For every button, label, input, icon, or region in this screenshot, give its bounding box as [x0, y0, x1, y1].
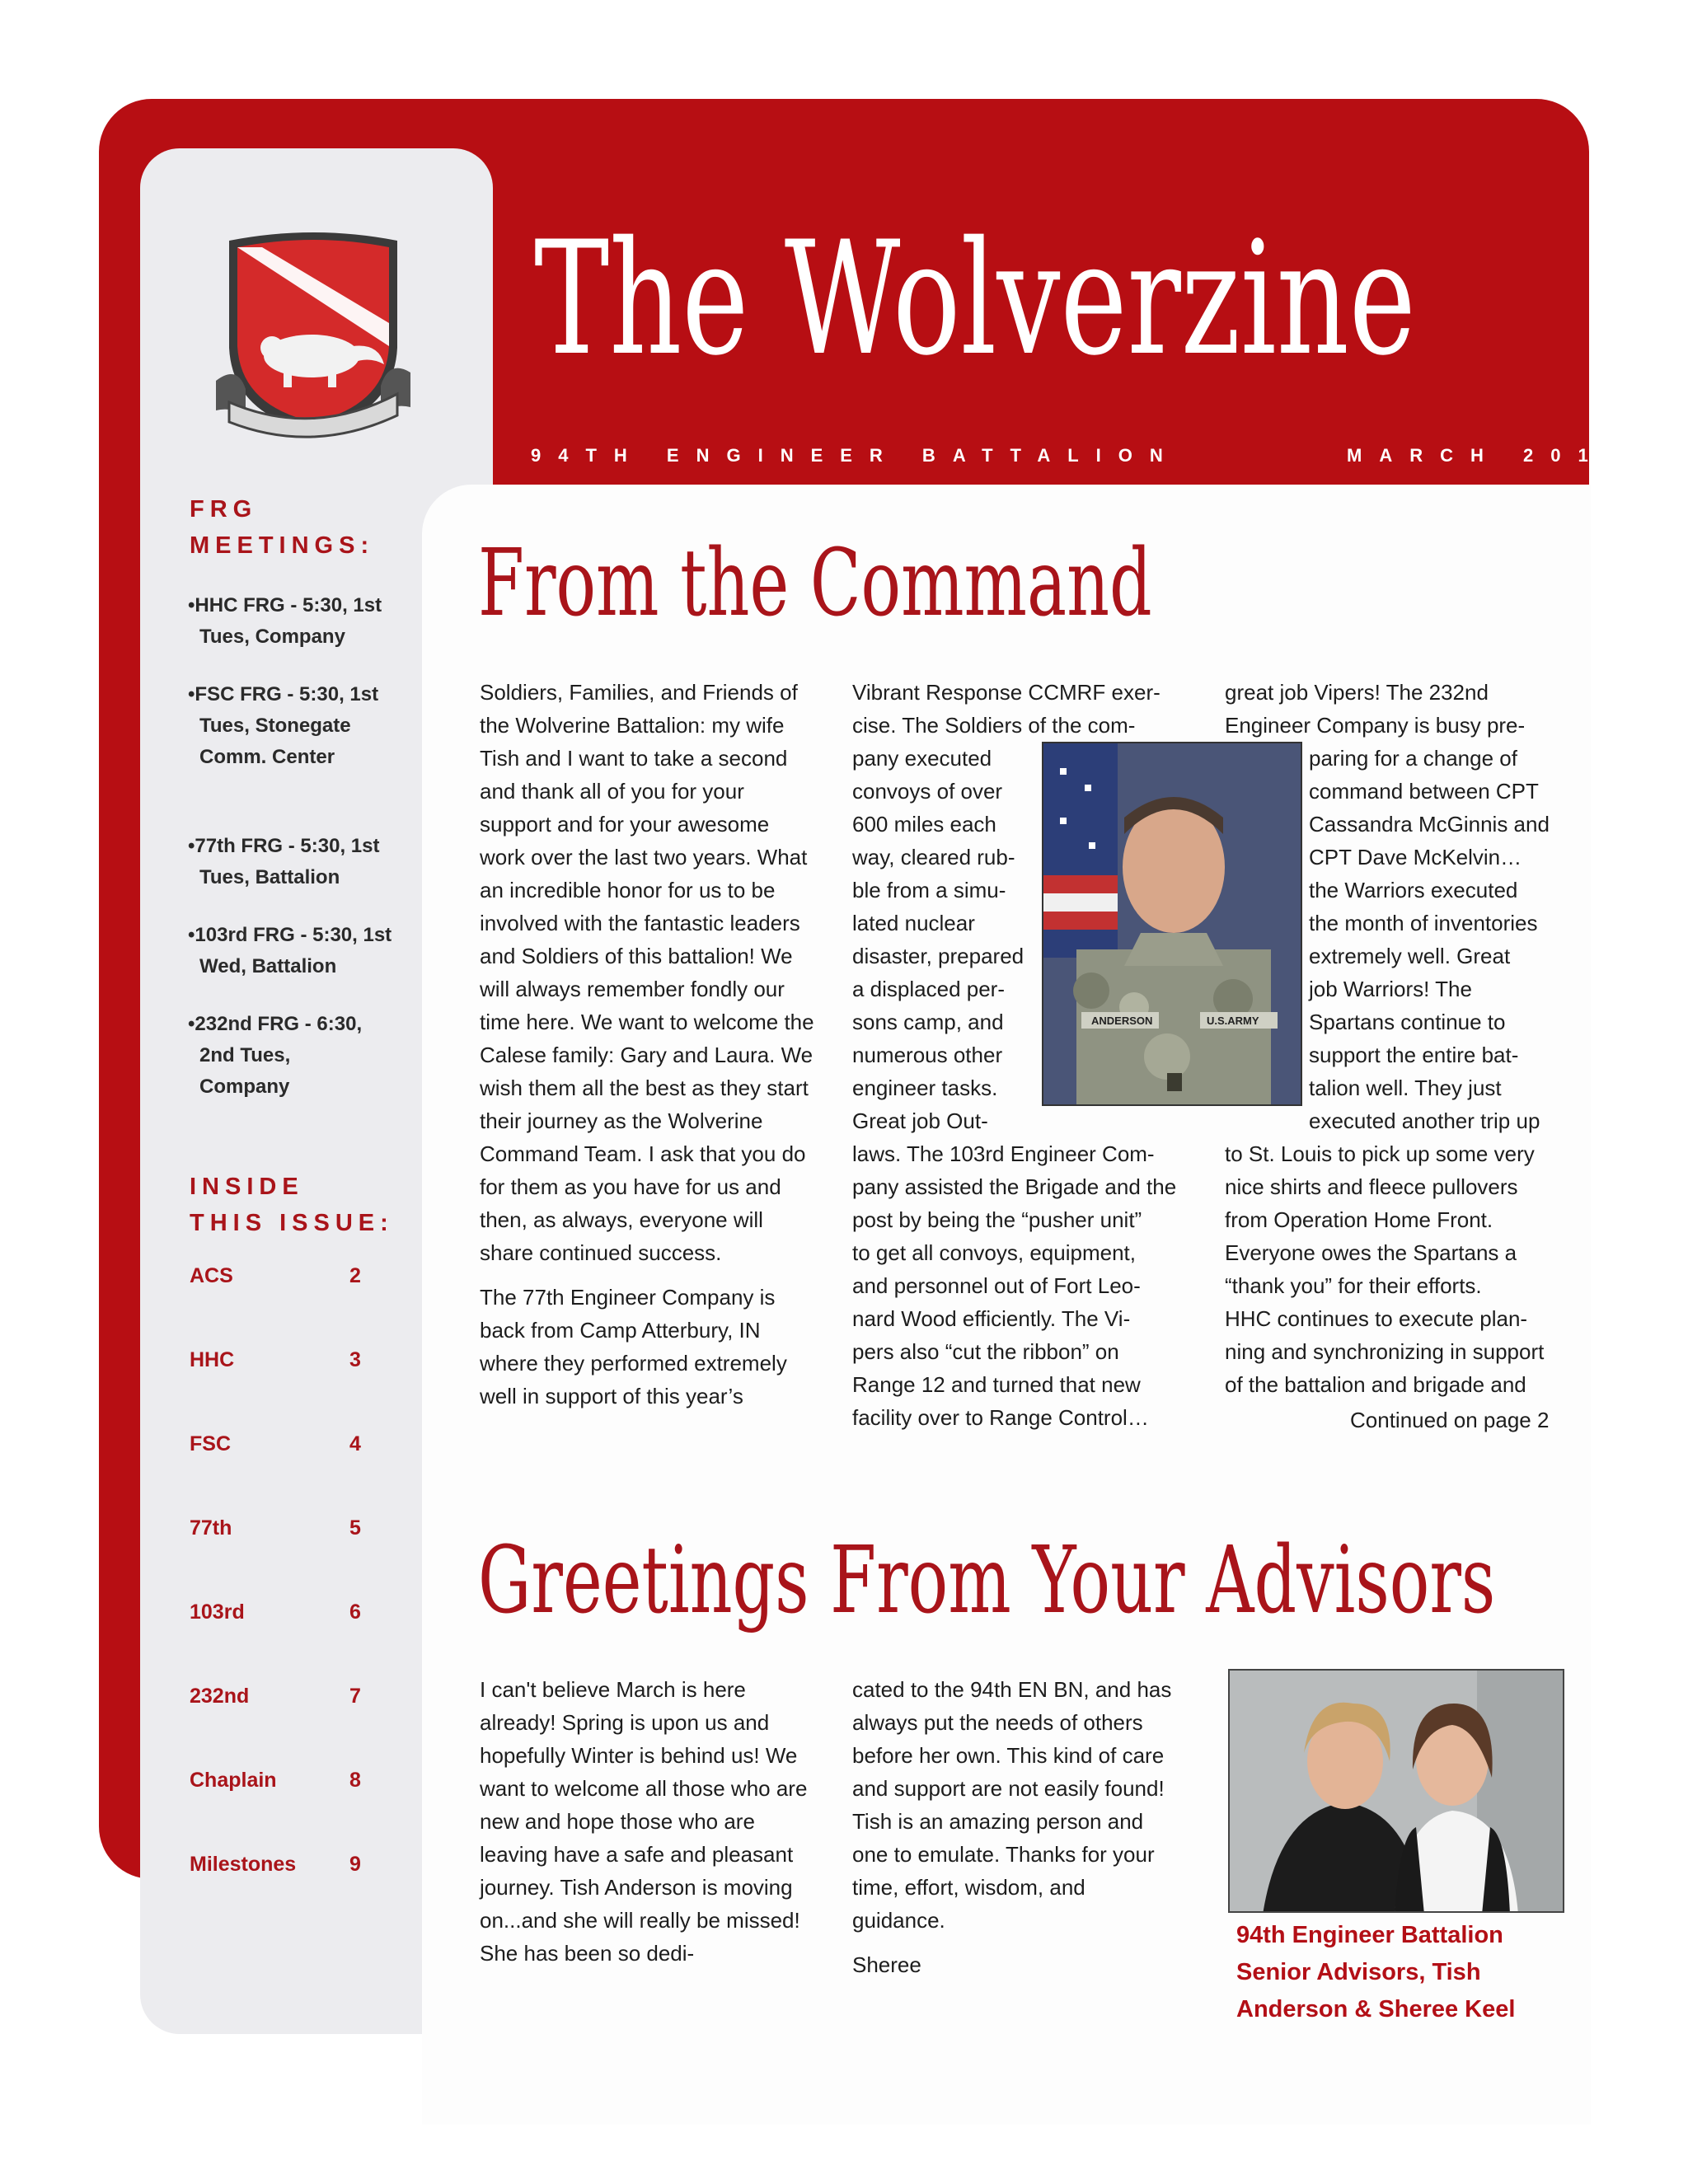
greetings-heading: Greetings From Your Advisors [478, 1527, 1496, 1634]
text-line: Everyone owes the Spartans a [1225, 1240, 1517, 1265]
toc-item-chaplain[interactable] [190, 1769, 371, 1798]
text-line: the month of inventories [1309, 911, 1538, 935]
frg-heading-line2: MEETINGS: [190, 532, 375, 559]
text-line: HHC continues to execute plan- [1225, 1306, 1528, 1331]
toc-item-103rd[interactable] [190, 1601, 371, 1630]
toc-heading-line2: THIS ISSUE: [190, 1210, 394, 1236]
toc-item-milestones[interactable] [190, 1853, 371, 1882]
text-line: laws. The 103rd Engineer Com- [852, 1141, 1155, 1166]
advisors-column-1 [480, 1673, 809, 1970]
command-column-1 [480, 676, 818, 1413]
toc-item-hhc[interactable] [190, 1348, 371, 1378]
meeting-item-hhc: •HHC FRG - 5:30, 1st Tues, Company [188, 594, 382, 648]
text-line: paring for a change of [1309, 746, 1517, 771]
text-line: ning and synchronizing in support [1225, 1339, 1545, 1364]
meeting-item-232nd: •232nd FRG - 6:30, 2nd Tues, Company [188, 1013, 363, 1098]
army-tape: U.S.ARMY [1207, 1015, 1259, 1027]
text-line: job Warriors! The [1309, 977, 1472, 1001]
newsletter-subtitle: 94TH ENGINEER BATTALION [531, 445, 1180, 466]
text-line: Range 12 and turned that new [852, 1372, 1141, 1397]
text-line: command between CPT [1309, 779, 1539, 804]
toc-page-number: 4 [349, 1432, 361, 1455]
text-line: support the entire bat- [1309, 1043, 1519, 1067]
text-line: talion well. They just [1309, 1076, 1502, 1100]
text-line: post by being the “pusher unit” [852, 1207, 1142, 1232]
toc-page-number: 7 [349, 1685, 361, 1708]
meeting-item-103rd: •103rd FRG - 5:30, 1st Wed, Battalion [188, 924, 392, 977]
text-line: numerous other [852, 1043, 1003, 1067]
text-line: CPT Dave McKelvin… [1309, 845, 1522, 869]
continued-on-page-2: Continued on page 2 [1350, 1408, 1550, 1432]
text-line: engineer tasks. [852, 1076, 998, 1100]
text-line: cise. The Soldiers of the com- [852, 713, 1136, 738]
text-line: pers also “cut the ribbon” on [852, 1339, 1119, 1364]
text-line: Vibrant Response CCMRF exer- [852, 680, 1160, 705]
toc-page-number: 6 [349, 1601, 361, 1624]
command-paragraph-2: The 77th Engineer Company is back from Camp Atterbury, IN where they performed extremely well in support of this year’s [480, 1285, 787, 1408]
meeting-item-77th: •77th FRG - 5:30, 1st Tues, Battalion [188, 835, 380, 888]
text-line: a displaced per- [852, 977, 1005, 1001]
toc-label: ACS [190, 1264, 233, 1287]
text-line: sons camp, and [852, 1010, 1004, 1034]
toc-label: Chaplain [190, 1769, 277, 1792]
text-line: nice shirts and fleece pullovers [1225, 1174, 1518, 1199]
flag-graphic [1043, 743, 1118, 958]
text-line: nard Wood efficiently. The Vi- [852, 1306, 1131, 1331]
advisors-column-2 [852, 1673, 1182, 1981]
toc-label: 232nd [190, 1685, 250, 1708]
text-line: from Operation Home Front. [1225, 1207, 1493, 1232]
text-line: great job Vipers! The 232nd [1225, 680, 1489, 705]
text-line: facility over to Range Control… [852, 1405, 1149, 1430]
text-line: of the battalion and brigade and [1225, 1372, 1526, 1397]
toc-heading-line1: INSIDE [190, 1174, 304, 1200]
commander-photo [1042, 742, 1302, 1106]
advisors-photo-caption: 94th Engineer Battalion Senior Advisors, Tish Anderson & Sheree Keel [1236, 1922, 1516, 2022]
frg-meetings-heading [190, 491, 374, 564]
battalion-crest-logo [213, 224, 414, 438]
from-the-command-heading: From the Command [478, 530, 1152, 637]
text-line: executed another trip up [1309, 1108, 1540, 1133]
advisors-paragraph-2: cated to the 94th EN BN, and has always put the needs of others before her own. This kind of care and support are not easily found! Tish is an amazing person and one to emulate. Thanks for your time, effort, wisdom, and guidance. [852, 1677, 1172, 1933]
newsletter-title: The Wolverzine [534, 208, 1416, 390]
text-line: Engineer Company is busy pre- [1225, 713, 1526, 738]
frg-heading-line1: FRG [190, 496, 258, 523]
name-tape: ANDERSON [1091, 1015, 1153, 1027]
text-line: convoys of over [852, 779, 1003, 804]
toc-page-number: 9 [349, 1853, 361, 1876]
toc-label: 103rd [190, 1601, 245, 1624]
toc-label: HHC [190, 1348, 235, 1371]
inside-this-issue-heading [190, 1169, 394, 1241]
text-line: lated nuclear [852, 911, 975, 935]
text-line: way, cleared rub- [852, 845, 1015, 869]
text-line: Great job Out- [852, 1108, 988, 1133]
text-line: Spartans continue to [1309, 1010, 1506, 1034]
meeting-item-fsc: •FSC FRG - 5:30, 1st Tues, Stonegate Comm. Center [188, 683, 379, 768]
advisors-photo [1228, 1669, 1564, 1913]
text-line: “thank you” for their efforts. [1225, 1273, 1482, 1298]
advisors-signature: Sheree [852, 1952, 921, 1977]
text-line: Cassandra McGinnis and [1309, 812, 1550, 837]
text-line: to get all convoys, equipment, [852, 1240, 1136, 1265]
text-line: disaster, prepared [852, 944, 1025, 968]
text-line: 600 miles each [852, 812, 996, 837]
text-line: the Warriors executed [1309, 878, 1518, 902]
command-paragraph-1: Soldiers, Families, and Friends of the Wolverine Battalion: my wife Tish and I want to take a second and thank all of you for your support and for your awesome work over the last two years. What an incredible honor for us to be involved with the fantastic leaders and Soldiers of this battalion! We will always remember fondly our time here. We want to welcome the Calese family: Gary and Laura. We wish them all the best as they start their journey as the Wolverine Command Team. I ask that you do for them as you have for us and then, as always, everyone will share continued success. [480, 680, 814, 1265]
toc-item-77th[interactable] [190, 1516, 371, 1546]
text-line: ble from a simu- [852, 878, 1006, 902]
text-line: pany executed [852, 746, 992, 771]
toc-item-232nd[interactable] [190, 1685, 371, 1714]
toc-page-number: 2 [349, 1264, 361, 1287]
toc-page-number: 8 [349, 1769, 361, 1792]
toc-page-number: 5 [349, 1516, 361, 1540]
text-line: and personnel out of Fort Leo- [852, 1273, 1141, 1298]
toc-item-fsc[interactable] [190, 1432, 371, 1462]
toc-label: FSC [190, 1432, 231, 1455]
issue-date: MARCH 2011 [1347, 445, 1632, 466]
toc-item-acs[interactable] [190, 1264, 371, 1294]
text-line: pany assisted the Brigade and the [852, 1174, 1177, 1199]
toc-page-number: 3 [349, 1348, 361, 1371]
toc-label: Milestones [190, 1853, 297, 1876]
text-line: to St. Louis to pick up some very [1225, 1141, 1535, 1166]
text-line: extremely well. Great [1309, 944, 1511, 968]
toc-label: 77th [190, 1516, 232, 1540]
advisors-paragraph-1: I can't believe March is here already! Spring is upon us and hopefully Winter is behind us! We want to welcome all those who are new and hope those who are leaving have a safe and pleasant journey. Tish Anderson is moving on...and she will really be missed! She has been so dedi- [480, 1677, 808, 1966]
